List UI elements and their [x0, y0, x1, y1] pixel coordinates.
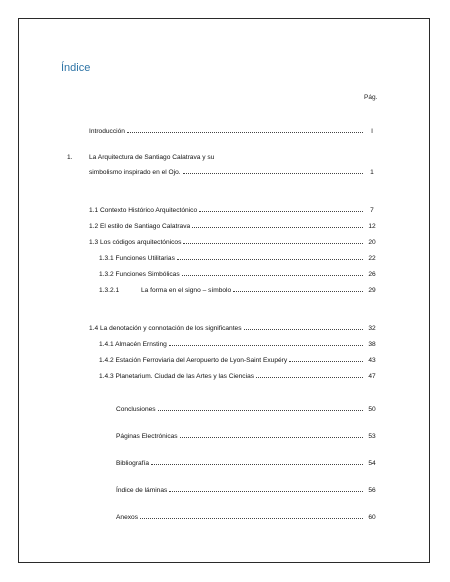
toc-page-number: 1	[370, 169, 374, 176]
toc-entry-label: 1.1 Contexto Histórico Arquitectónico	[89, 207, 198, 214]
toc-entry-label: 1.4.2 Estación Ferroviaria del Aeropuerto de Lyon-Saint Exupéry	[99, 357, 288, 364]
toc-page-number: 29	[368, 287, 376, 294]
toc-page-number: 22	[368, 255, 376, 262]
toc-entry-label: La Arquitectura de Santiago Calatrava y su	[89, 154, 215, 161]
toc-page-number: 56	[368, 487, 376, 494]
toc-dot-leader	[182, 275, 363, 276]
toc-dot-leader	[177, 259, 363, 260]
toc-dot-leader	[169, 345, 363, 346]
toc-entry-label: 1.4.3 Planetarium. Ciudad de las Artes y las Ciencias	[99, 373, 255, 380]
toc-entry-anexos[interactable]	[116, 513, 379, 523]
page-title: Índice	[61, 62, 91, 74]
toc-page-number: 47	[368, 373, 376, 380]
toc-dot-leader	[140, 518, 363, 519]
toc-dot-leader	[183, 243, 363, 244]
toc-subsection-number: 1.3.2.1	[99, 287, 120, 294]
toc-entry-bibliografia[interactable]	[116, 459, 379, 469]
toc-entry-1-4-3[interactable]	[99, 372, 379, 382]
toc-page-number: 53	[368, 433, 376, 440]
toc-page-number: 20	[368, 239, 376, 246]
toc-entry-label: Bibliografía	[116, 460, 149, 467]
toc-page-number: I	[371, 128, 373, 135]
toc-page-number: 60	[368, 514, 376, 521]
toc-page-number: 32	[368, 325, 376, 332]
toc-entry-label: Índice de láminas	[116, 487, 168, 494]
toc-entry-conclusiones[interactable]	[116, 405, 379, 415]
toc-dot-leader	[169, 491, 363, 492]
toc-entry-1-3-2-1[interactable]	[141, 286, 379, 296]
toc-entry-label: Anexos	[116, 514, 138, 521]
toc-entry-label: 1.3.1 Funciones Utilitarias	[99, 255, 175, 262]
toc-entry-label: 1.3 Los códigos arquitectónicos	[89, 239, 182, 246]
toc-entry-1-3[interactable]	[89, 238, 379, 248]
toc-page-number: 50	[368, 406, 376, 413]
toc-entry-introduccion[interactable]	[89, 127, 379, 137]
toc-entry-paginas-electronicas[interactable]	[116, 432, 379, 442]
toc-dot-leader	[127, 132, 363, 133]
toc-dot-leader	[180, 437, 363, 438]
toc-page-number: 54	[368, 460, 376, 467]
toc-entry-1-4-2[interactable]	[99, 356, 379, 366]
page-column-header: Pág.	[364, 94, 378, 101]
toc-page-number: 12	[368, 223, 376, 230]
toc-dot-leader	[199, 211, 363, 212]
toc-entry-chapter-1[interactable]	[89, 168, 379, 178]
toc-dot-leader	[151, 464, 363, 465]
toc-dot-leader	[233, 291, 363, 292]
document-page	[18, 18, 430, 563]
toc-dot-leader	[244, 329, 364, 330]
toc-entry-label: Conclusiones	[116, 406, 156, 413]
toc-entry-1-4-1[interactable]	[99, 340, 379, 350]
toc-dot-leader	[158, 410, 363, 411]
toc-entry-1-4[interactable]	[89, 324, 379, 334]
toc-dot-leader	[192, 227, 363, 228]
toc-entry-label: Páginas Electrónicas	[116, 433, 178, 440]
toc-entry-1-1[interactable]	[89, 206, 379, 216]
toc-entry-1-2[interactable]	[89, 222, 379, 232]
toc-page-number: 43	[368, 357, 376, 364]
toc-page-number: 7	[370, 207, 374, 214]
toc-entry-label: 1.4.1 Almacén Ernsting	[99, 341, 167, 348]
toc-dot-leader	[183, 173, 363, 174]
toc-entry-label: 1.3.2 Funciones Simbólicas	[99, 271, 180, 278]
toc-entry-chapter-1-line1[interactable]	[89, 153, 379, 163]
toc-entry-label: Introducción	[89, 128, 125, 135]
toc-entry-1-3-2[interactable]	[99, 270, 379, 280]
toc-entry-1-3-1[interactable]	[99, 254, 379, 264]
toc-page-number: 38	[368, 341, 376, 348]
toc-chapter-number: 1.	[67, 154, 73, 161]
toc-entry-label: 1.4 La denotación y connotación de los significantes	[89, 325, 242, 332]
toc-entry-label: La forma en el signo – símbolo	[141, 287, 232, 294]
toc-entry-label: 1.2 El estilo de Santiago Calatrava	[89, 223, 191, 230]
toc-dot-leader	[289, 361, 363, 362]
toc-dot-leader	[256, 377, 363, 378]
toc-page-number: 26	[368, 271, 376, 278]
toc-entry-label: simbolismo inspirado en el Ojo.	[89, 169, 181, 176]
toc-entry-indice-laminas[interactable]	[116, 486, 379, 496]
